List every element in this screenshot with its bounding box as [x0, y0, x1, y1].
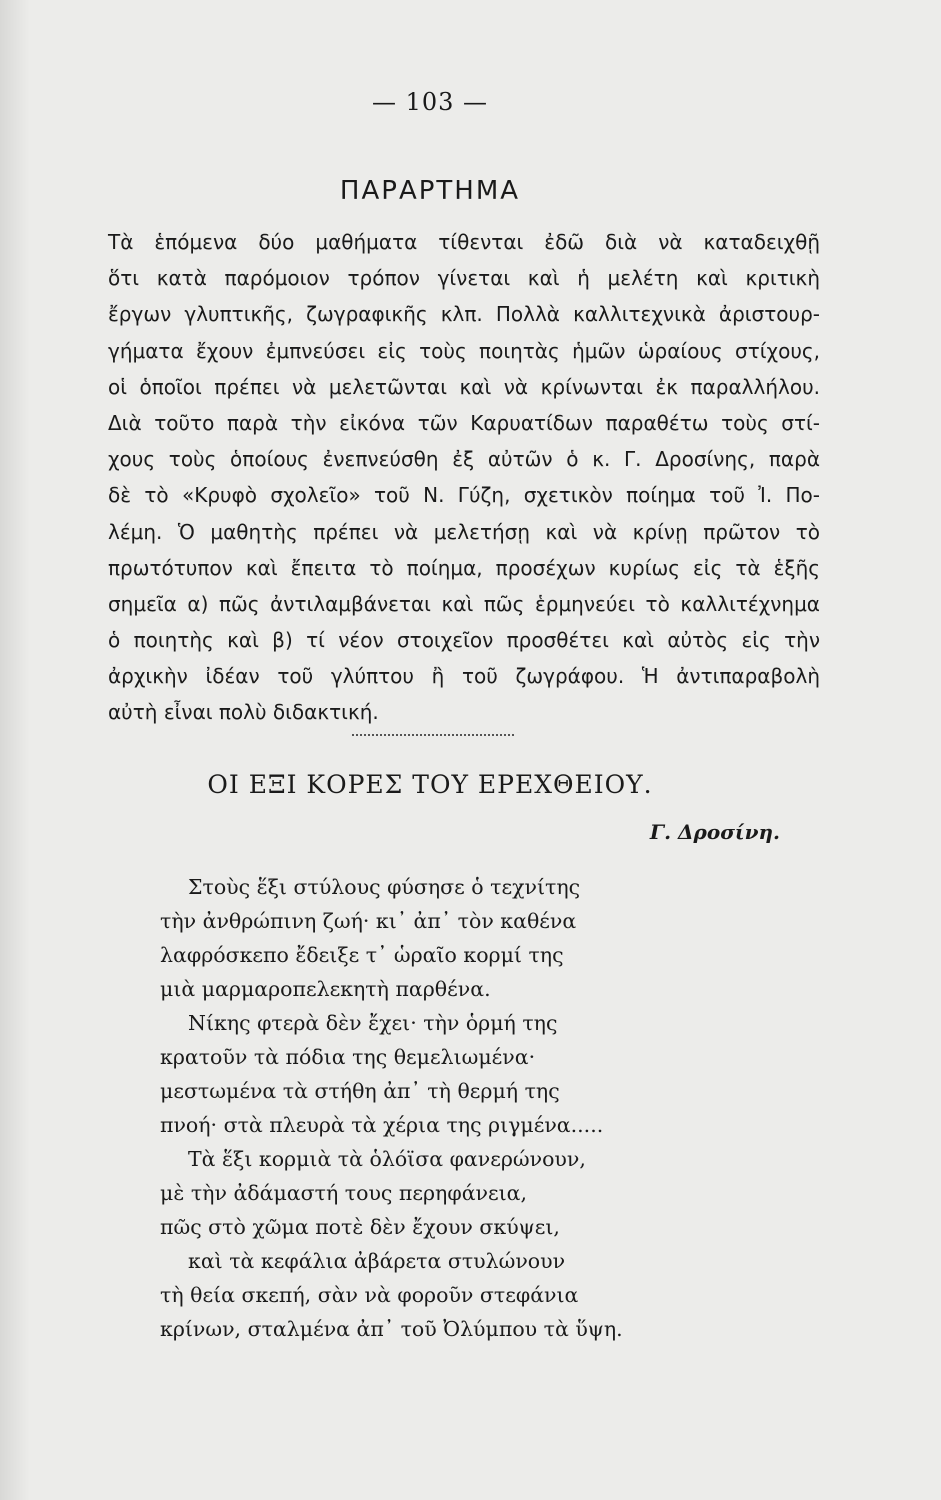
appendix-title: ΠΑΡΑΡΤΗΜΑ [339, 176, 521, 206]
poem-line: Τὰ ἕξι κορμιὰ τὰ ὁλόϊσα φανερώνουν, [188, 1147, 586, 1171]
intro-line: ὁ ποιητὴς καὶ β) τί νέον στοιχεῖον προσθέτει καὶ αὐτὸς εἰς τὴν [108, 628, 820, 653]
poem-line: μεστωμένα τὰ στήθη ἀπ᾿ τὴ θερμή της [160, 1079, 560, 1103]
intro-line: λέμη. Ὁ μαθητὴς πρέπει νὰ μελετήσῃ καὶ νὰ κρίνῃ πρῶτον τὸ [108, 519, 820, 544]
intro-line: γήματα ἔχουν ἐμπνεύσει εἰς τοὺς ποιητὰς ἡμῶν ὡραίους στίχους, [108, 338, 820, 363]
poem-line: πῶς στὸ χῶμα ποτὲ δὲν ἔχουν σκύψει, [160, 1215, 560, 1239]
scan-edge-shadow [0, 0, 30, 1500]
poem-line: τὴ θεία σκεπή, σὰν νὰ φοροῦν στεφάνια [160, 1283, 579, 1307]
poem-line: Στοὺς ἕξι στύλους φύσησε ὁ τεχνίτης [188, 875, 581, 899]
intro-line: πρωτότυπον καὶ ἔπειτα τὸ ποίημα, προσέχων κυρίως εἰς τὰ ἑξῆς [108, 555, 820, 580]
intro-line: αὐτὴ εἶναι πολὺ διδακτική. [108, 700, 379, 725]
intro-line: δὲ τὸ «Κρυφὸ σχολεῖο» τοῦ Ν. Γύζη, σχετικὸν ποίημα τοῦ Ἰ. Πο- [108, 483, 820, 508]
intro-line: χους τοὺς ὁποίους ἐνεπνεύσθη ἐξ αὐτῶν ὁ κ. Γ. Δροσίνης, παρὰ [108, 447, 820, 472]
section-divider [352, 734, 514, 736]
intro-line: σημεῖα α) πῶς ἀντιλαμβάνεται καὶ πῶς ἑρμηνεύει τὸ καλλιτέχνημα [108, 591, 820, 616]
intro-line: ἀρχικὴν ἰδέαν τοῦ γλύπτου ἢ τοῦ ζωγράφου. Ἡ ἀντιπαραβολὴ [108, 664, 820, 689]
page-number: — 103 — [371, 88, 489, 116]
poem-line: λαφρόσκεπο ἔδειξε τ᾿ ὡραῖο κορμί της [160, 943, 564, 967]
poem-line: πνοή· στὰ πλευρὰ τὰ χέρια της ριγμένα..... [160, 1113, 604, 1137]
poem-title: ΟΙ ΕΞΙ ΚΟΡΕΣ ΤΟΥ ΕΡΕΧΘΕΙΟΥ. [207, 770, 653, 799]
poem-line: καὶ τὰ κεφάλια ἀβάρετα στυλώνουν [188, 1249, 566, 1273]
intro-line: οἱ ὁποῖοι πρέπει νὰ μελετῶνται καὶ νὰ κρίνωνται ἐκ παραλλήλου. [108, 374, 820, 399]
poem-author: Γ. Δροσίνη. [649, 820, 780, 844]
intro-line: ὅτι κατὰ παρόμοιον τρόπον γίνεται καὶ ἡ μελέτη καὶ κριτικὴ [108, 266, 820, 291]
poem-line: κρατοῦν τὰ πόδια της θεμελιωμένα· [160, 1045, 536, 1069]
intro-line: Τὰ ἑπόμενα δύο μαθήματα τίθενται ἐδῶ διὰ νὰ καταδειχθῇ [108, 230, 820, 254]
intro-line: Διὰ τοῦτο παρὰ τὴν εἰκόνα τῶν Καρυατίδων παραθέτω τοὺς στί- [108, 410, 820, 435]
intro-line: ἔργων γλυπτικῆς, ζωγραφικῆς κλπ. Πολλὰ καλλιτεχνικὰ ἀριστουρ- [108, 302, 820, 327]
poem-line: τὴν ἀνθρώπινη ζωή· κι᾿ ἀπ᾿ τὸν καθένα [160, 909, 577, 933]
poem-line: κρίνων, σταλμένα ἀπ᾿ τοῦ Ὀλύμπου τὰ ὕψη. [160, 1317, 623, 1341]
poem-line: μὲ τὴν ἀδάμαστή τους περηφάνεια, [160, 1181, 528, 1205]
poem-line: μιὰ μαρμαροπελεκητὴ παρθένα. [160, 977, 491, 1001]
poem-line: Νίκης φτερὰ δὲν ἔχει· τὴν ὁρμή της [188, 1011, 558, 1035]
poem-body [160, 870, 700, 1346]
intro-paragraph [108, 224, 820, 731]
